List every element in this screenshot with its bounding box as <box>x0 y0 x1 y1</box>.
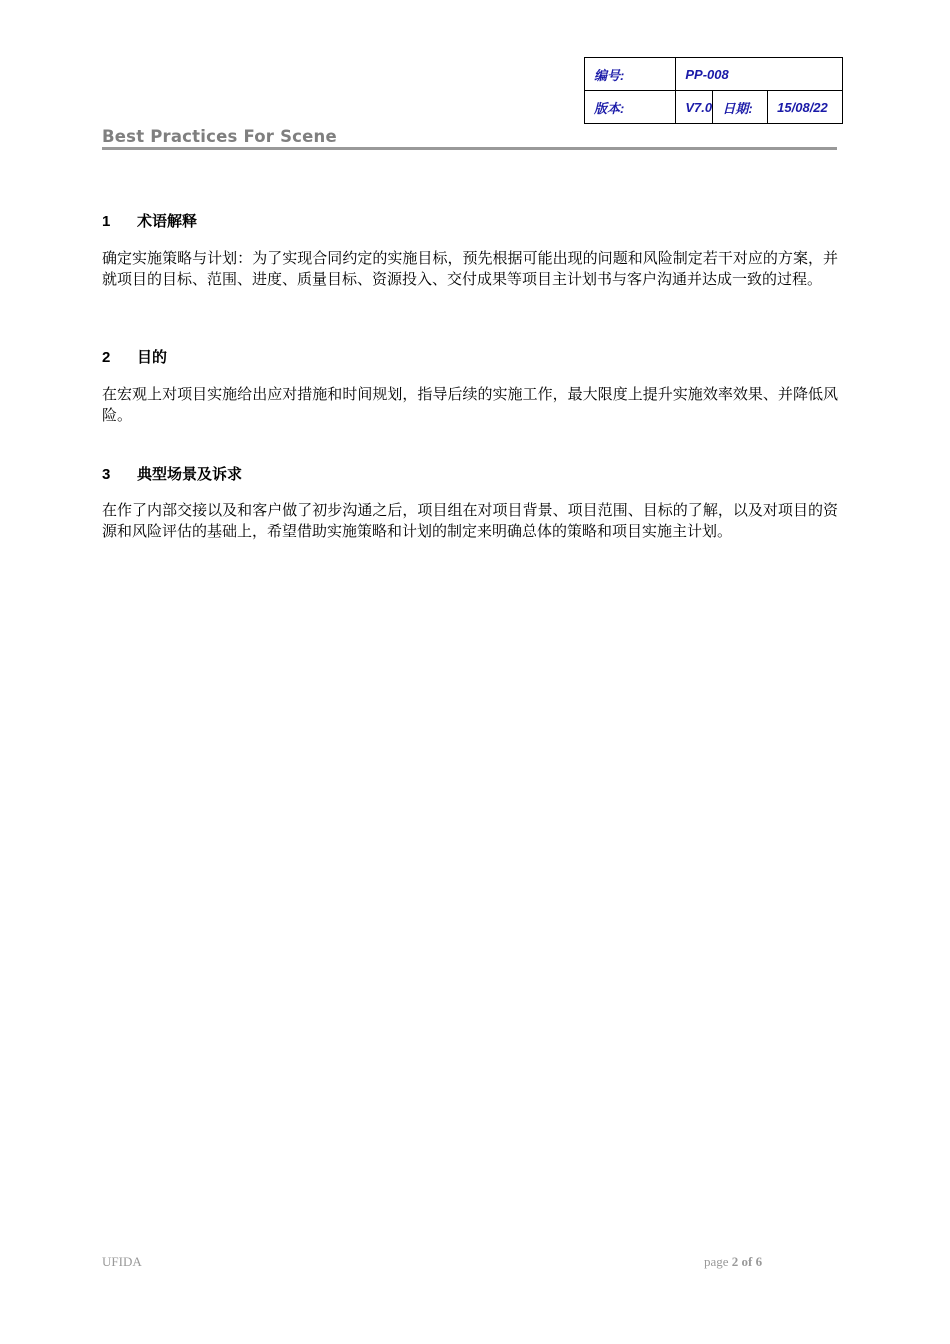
section-number: 3 <box>102 466 111 483</box>
doc-number-label: 编号: <box>585 58 676 91</box>
header-divider <box>102 147 837 150</box>
doc-number-value: PP-008 <box>676 58 843 91</box>
document-meta-table <box>584 57 843 124</box>
doc-date-value: 15/08/22 <box>768 91 843 124</box>
section-body-1: 确定实施策略与计划：为了实现合同约定的实施目标，预先根据可能出现的问题和风险制定若干对应的方案，并就项目的目标、范围、进度、质量目标、资源投入、交付成果等项目主计划书与客户沟通并达成一致的过程。 <box>102 249 838 288</box>
document-header-title: Best Practices For Scene <box>102 127 337 146</box>
section-title: 目的 <box>137 349 168 366</box>
page-total: 6 <box>755 1254 763 1269</box>
section-title: 典型场景及诉求 <box>137 466 243 483</box>
section-title: 术语解释 <box>137 213 198 230</box>
section-number: 1 <box>102 213 111 230</box>
footer-company: UFIDA <box>102 1254 142 1269</box>
doc-date-label: 日期: <box>713 91 768 124</box>
page-of: of <box>741 1254 753 1269</box>
section-body-3: 在作了内部交接以及和客户做了初步沟通之后，项目组在对项目背景、项目范围、目标的了解，以及对项目的资源和风险评估的基础上，希望借助实施策略和计划的制定来明确总体的策略和项目实施主计划。 <box>102 501 838 540</box>
section-body-2: 在宏观上对项目实施给出应对措施和时间规划，指导后续的实施工作，最大限度上提升实施效率效果、并降低风险。 <box>102 385 838 424</box>
doc-version-value: V7.0 <box>676 91 713 124</box>
section-number: 2 <box>102 349 111 366</box>
doc-version-label: 版本: <box>585 91 676 124</box>
page-prefix: page <box>704 1254 729 1269</box>
page-current: 2 <box>731 1254 739 1269</box>
section-heading-1 <box>102 210 197 231</box>
section-heading-3 <box>102 463 242 484</box>
section-heading-2 <box>102 346 167 367</box>
footer-page-number <box>704 1254 762 1270</box>
